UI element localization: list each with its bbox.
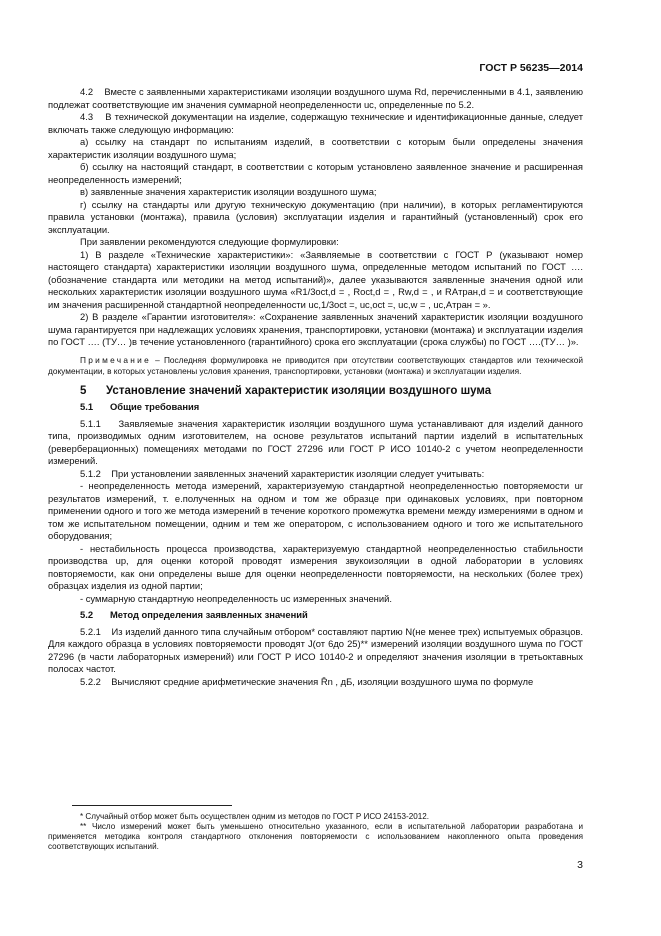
paragraph-5-2-2: 5.2.2 Вычисляют средние арифметические значения R̄n , дБ, изоляции воздушного шума по формуле xyxy=(80,675,534,687)
note-text: – Последняя формулировка не приводится при отсутствии соответствующих стандартов или технической документации, в которых установлены условия хранения, транспортировки, установки (монтажа) и эксплуатации изделия. xyxy=(48,354,583,376)
list-item-4-3-d: г) ссылку на стандарты или другую техническую документацию (при наличии), в которых регламентируются правила установки (монтажа), правила (условия) эксплуатации изделия и гарантийный (установленный) срок его эксплуатации. xyxy=(48,198,583,235)
footnote-2: ** Число измерений может быть уменьшено относительно указанного, если в испытательной лаборатории разработана и применяется методика контроля стандартного отклонения повторяемости с использованием накопленного опыта проведения соответствующих испытаний. xyxy=(48,822,583,851)
section-5-2-number: 5.2 xyxy=(80,609,94,620)
paragraph-5-1-1: 5.1.1 Заявляемые значения характеристик изоляции воздушного шума устанавливают для изделий данного типа, производимых одним изготовителем, на основе результатов испытаний партии изделий в испытательных (реверберационных) помещениях методами по ГОСТ 27296 или ГОСТ Р ИСО 10140-2 с учетом неопределенности измерений. xyxy=(48,417,583,466)
document-page xyxy=(48,0,583,936)
list-item-5-1-2-b: - нестабильность процесса производства, характеризуемую стандартной неопределенностью стабильности производства up, для оценки которой проводят измерения звукоизоляции в одной лаборатории в условиях повторяемости, как они определены выше для оценки неопределенности повторяемости, на нескольких (более трех) образцах изделия из одной партии; xyxy=(48,542,583,591)
list-item-4-3-b: б) ссылку на настоящий стандарт, в соответствии с которым установлено заявленное значение и расширенная неопределенность измерений; xyxy=(48,161,583,185)
paragraph-5-2-1: 5.2.1 Из изделий данного типа случайным отбором* составляют партию N(не менее трех) испытуемых образцов. Для каждого образца в условиях повторяемости проводят J(от 6до 25)** измерений изоляции воздушного шума по ГОСТ 27296 (в части лабораторных измерений) или ГОСТ Р ИСО 10140-2 и определяют значения изоляции в третьоктавных полосах частот. xyxy=(48,625,583,674)
section-5-number: 5 xyxy=(80,384,87,397)
list-item-5-1-2-c: - суммарную стандартную неопределенность uc измеренных значений. xyxy=(80,592,392,604)
footnotes xyxy=(48,812,583,852)
paragraph-4-2: 4.2 Вместе с заявленными характеристиками изоляции воздушного шума Rd, перечисленными в 4.1, заявлению подлежат соответствующие им значения суммарной неопределенности uc, определенные по 5.2. xyxy=(48,86,583,110)
section-5-2-title: Метод определения заявленных значений xyxy=(110,609,308,620)
section-5-2-heading xyxy=(48,609,583,622)
page-number: 3 xyxy=(577,859,583,871)
footnote-1: * Случайный отбор может быть осуществлен одним из методов по ГОСТ Р ИСО 24153-2012. xyxy=(80,812,430,821)
formulation-2: 2) В разделе «Гарантии изготовителя»: «Сохранение заявленных значений характеристик изоляции воздушного шума гарантируется при надлежащих условиях хранения, транспортировки, установки (монтажа) и эксплуатации изделия по ГОСТ …. (ТУ… )в течение установленного (гарантийного) срока его эксплуатации (срока службы) по ГОСТ ….(ТУ… )». xyxy=(48,311,583,347)
section-5-heading xyxy=(48,385,583,398)
section-5-1-heading xyxy=(48,401,583,414)
note-label: Примечание xyxy=(80,354,152,365)
list-item-5-1-2-a: - неопределенность метода измерений, характеризуемую стандартной неопределенностью повторяемости ur результатов измерений, т. е.полученных на одном и том же образце при одинаковых условиях, при повторном применении одного и того же метода измерений в течение короткого промежутка времени между измерениями в одном и том же испытательном помещении, одним и тем же оператором, с использованием одного и того же испытательного оборудования; xyxy=(48,480,583,541)
section-5-title: Установление значений характеристик изоляции воздушного шума xyxy=(106,384,492,397)
note xyxy=(48,355,583,377)
list-item-4-3-a: а) ссылку на стандарт по испытаниям изделий, в соответствии с которым были определены значения характеристик изоляции воздушного шума; xyxy=(48,136,583,160)
paragraph-4-3: 4.3 В технической документации на изделие, содержащую технические и идентификационные данные, следует включать также следующую информацию: xyxy=(48,111,583,135)
footnote-divider xyxy=(72,805,232,806)
section-5-1-number: 5.1 xyxy=(80,401,94,412)
paragraph-5-1-2: 5.1.2 При установлении заявленных значений характеристик изоляции следует учитывать: xyxy=(80,467,485,479)
formulation-1: 1) В разделе «Технические характеристики»: «Заявляемые в соответствии с ГОСТ Р (указывают номер настоящего стандарта) характеристики изоляции воздушного шума, определенные методом испытаний по ГОСТ …. (обозначение стандарта или методики на метод испытаний)», далее указываются заявленные значения одной или нескольких характеристик изоляции воздушного шума «R1/3oct,d = , Roct,d = , Rw,d = , и RAтран,d = и соответствующие им значения расширенной стандартной неопределенности uc,1/3oct =, uc,oct =, uc,w = , uc,Aтран = ». xyxy=(48,248,583,310)
section-5-1-title: Общие требования xyxy=(110,401,200,412)
list-item-4-3-c: в) заявленные значения характеристик изоляции воздушного шума; xyxy=(80,186,377,197)
document-body xyxy=(48,86,583,688)
document-header: ГОСТ Р 56235—2014 xyxy=(479,62,583,74)
paragraph-recommendations: При заявлении рекомендуются следующие формулировки: xyxy=(80,236,339,247)
